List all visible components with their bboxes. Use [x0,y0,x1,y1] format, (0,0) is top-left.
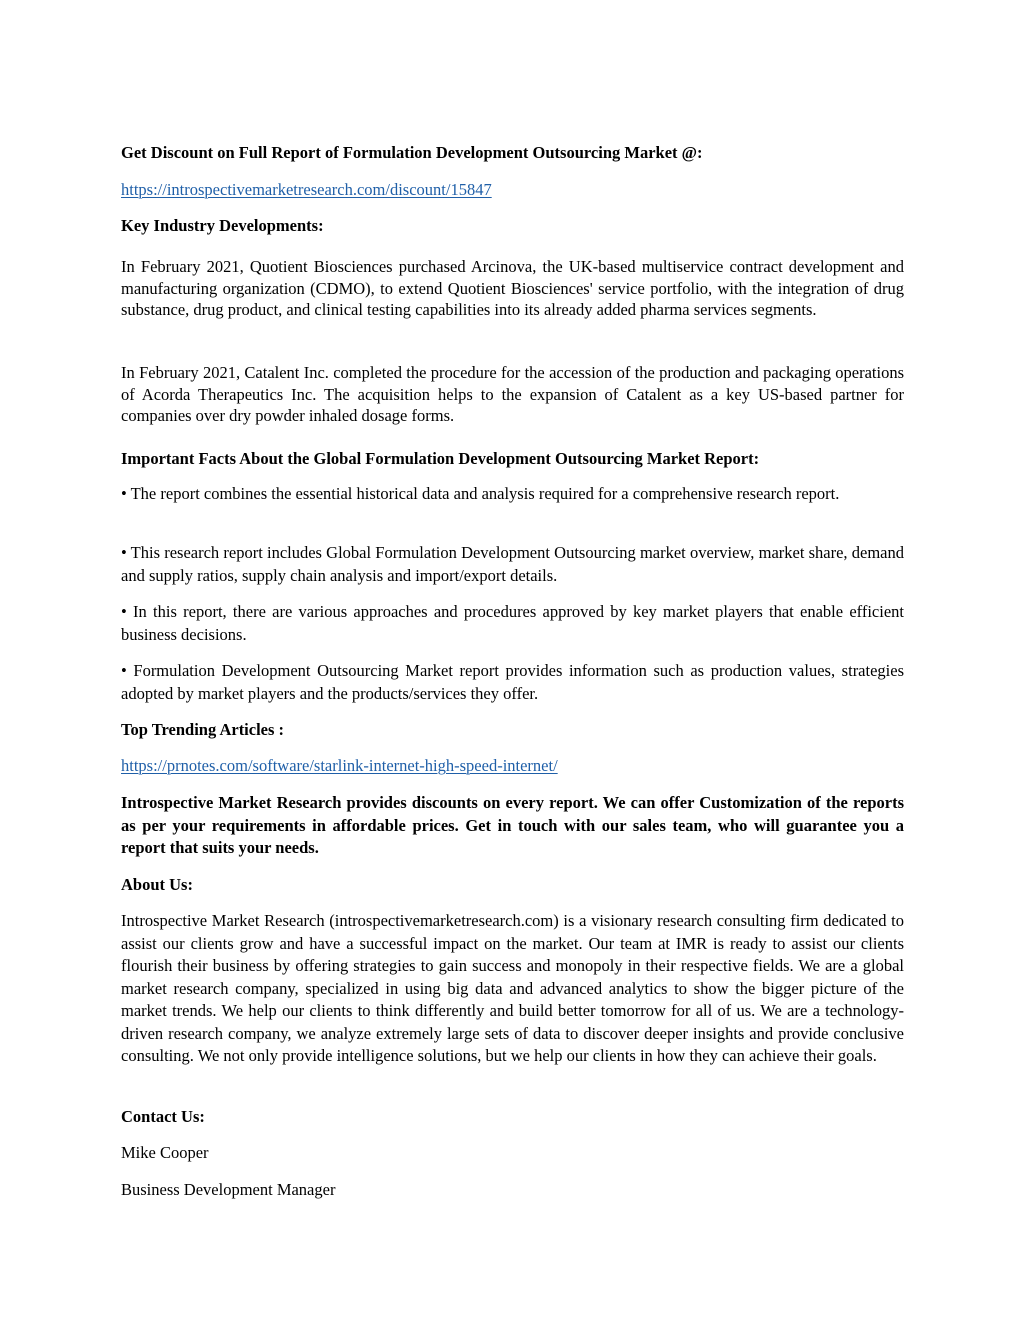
about-paragraph: Introspective Market Research (introspectivemarketresearch.com) is a visionary research consulting firm dedicated to assist our clients grow and have a successful impact on the market. Our team at IMR is ready to assist our clients flourish their business by offering strategies to gain success and monopoly in their respective fields. We are a global market research company, specialized in using big data and advanced analytics to show the bigger picture of the market trends. We help our clients to think differently and build better tomorrow for all of us. We are a technology-driven research company, we analyze extremely large sets of data to discover deeper insights and provide conclusive consulting. We not only provide intelligence solutions, but we help our clients in how they can achieve their goals. [121,911,904,1065]
discount-heading: Get Discount on Full Report of Formulation Development Outsourcing Market @: [121,143,703,162]
offer-paragraph: Introspective Market Research provides discounts on every report. We can offer Customization of the reports as per your requirements in affordable prices. Get in touch with our sales team, who will guarantee you a report that suits your needs. [121,793,904,857]
about-heading: About Us: [121,875,193,894]
key-developments-heading: Key Industry Developments: [121,216,324,235]
development-paragraph-1: In February 2021, Quotient Biosciences purchased Arcinova, the UK-based multiservice contract development and manufacturing organization (CDMO), to extend Quotient Biosciences' service portfolio, with the integration of drug substance, drug product, and clinical testing capabilities into its already added pharma services segments. [121,257,904,319]
fact-bullet-1: • The report combines the essential historical data and analysis required for a comprehensive research report. [121,484,840,503]
contact-name: Mike Cooper [121,1143,209,1162]
contact-title: Business Development Manager [121,1180,336,1199]
fact-bullet-2: • This research report includes Global Formulation Development Outsourcing market overview, market share, demand and supply ratios, supply chain analysis and import/export details. [121,543,904,585]
contact-heading: Contact Us: [121,1107,205,1126]
important-facts-heading: Important Facts About the Global Formulation Development Outsourcing Market Report: [121,449,760,468]
development-paragraph-2: In February 2021, Catalent Inc. completed the procedure for the accession of the production and packaging operations of Acorda Therapeutics Inc. The acquisition helps to the expansion of Catalent as a key US-based partner for companies over dry powder inhaled dosage forms. [121,363,904,425]
fact-bullet-3: • In this report, there are various approaches and procedures approved by key market players that enable efficient business decisions. [121,602,904,644]
fact-bullet-4: • Formulation Development Outsourcing Market report provides information such as production values, strategies adopted by market players and the products/services they offer. [121,661,904,703]
trending-link[interactable]: https://prnotes.com/software/starlink-internet-high-speed-internet/ [121,756,558,775]
trending-heading: Top Trending Articles : [121,720,285,739]
discount-link[interactable]: https://introspectivemarketresearch.com/discount/15847 [121,180,492,199]
